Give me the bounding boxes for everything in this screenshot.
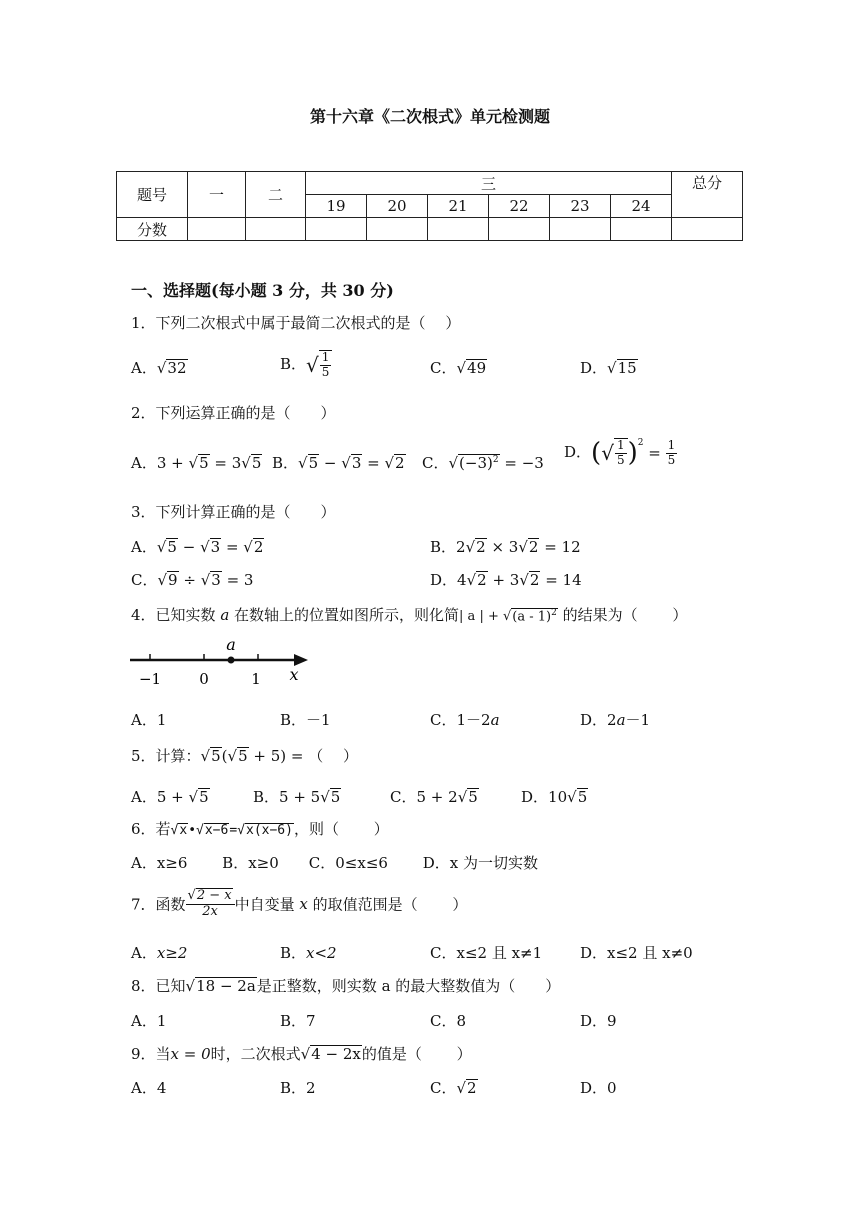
radicand: x(x−6) — [246, 823, 293, 838]
score-table-sub-22: 22 — [489, 195, 550, 218]
question-6-stem: 6．若√x•√x−6=√x(x−6)，则（ ） — [131, 820, 389, 838]
stem-text: 的值是（ ） — [361, 1045, 472, 1063]
tick-label-zero: 0 — [199, 670, 209, 688]
point-a — [228, 657, 235, 664]
stem-text: = （ ） — [286, 747, 358, 765]
question-8-stem: 8．已知√18 − 2a是正整数，则实数 a 的最大整数值为（ ） — [131, 977, 561, 995]
stem-text: 8．已知 — [131, 977, 186, 995]
expr: = 14 — [540, 571, 582, 589]
question-9-option-c[interactable]: C．√2 — [430, 1079, 477, 1097]
fraction-numerator: 1 — [616, 438, 625, 453]
section-heading: 一、选择题(每小题 3 分，共 30 分) — [131, 281, 394, 300]
expr: 4 — [457, 571, 467, 589]
option-label: D． — [430, 571, 458, 589]
radicand: 2 — [528, 538, 539, 556]
radicand: x−6 — [204, 823, 229, 838]
radicand: 5 — [199, 454, 209, 472]
option-text: C．1－2 — [430, 711, 491, 729]
fraction-denominator: 5 — [321, 364, 330, 379]
radicand: 5 — [251, 454, 262, 472]
option-label: B． — [280, 354, 307, 373]
radicand: 32 — [167, 359, 187, 377]
radicand: 5 — [308, 454, 319, 472]
stem-text: 7．函数 — [131, 895, 186, 914]
expr: | a | + — [459, 609, 503, 624]
score-table-sub-24: 24 — [611, 195, 672, 218]
expr: 2 — [456, 538, 466, 556]
variable: a — [616, 711, 626, 729]
expr: + 5) — [248, 747, 287, 765]
question-7-stem: 7．函数 $\frac{√2 - x}{2x}$ 中自变量 x 的取值范围是（ ） — [131, 888, 468, 919]
question-2-option-d[interactable]: D．(√ $\frac{1}{5}$ )$^2$ = $\frac{1}{5}$ — [564, 437, 676, 468]
fraction-numerator: 1 — [321, 350, 330, 364]
stem-text: 中自变量 — [234, 895, 300, 914]
score-table-header-total: 总分 — [672, 172, 743, 218]
score-cell[interactable] — [246, 218, 306, 241]
option-text: x≤2 且 x≠0 — [607, 944, 693, 962]
question-9-option-d[interactable]: D．0 — [580, 1079, 617, 1097]
stem-text: 的结果为（ ） — [557, 606, 688, 624]
question-8-option-a[interactable]: A．1 — [131, 1012, 167, 1030]
option-label: B． — [253, 788, 280, 806]
radicand: 15 — [617, 359, 637, 377]
radicand: 2 — [476, 538, 486, 556]
expr: ( — [221, 747, 228, 765]
option-label: B． — [430, 538, 457, 556]
question-3-stem: 3．下列计算正确的是（ ） — [131, 503, 336, 521]
expr: ÷ — [178, 571, 201, 589]
radicand: 3 — [211, 571, 221, 589]
expr: = 3 — [221, 571, 254, 589]
option-text: x<2 — [306, 944, 337, 962]
question-1-option-d[interactable]: D．√15 — [580, 359, 637, 377]
question-1-option-c[interactable]: C．√49 — [430, 359, 487, 377]
question-9-option-b[interactable]: B．2 — [280, 1079, 316, 1097]
question-8-option-d[interactable]: D．9 — [580, 1012, 617, 1030]
radicand: 5 — [199, 788, 209, 806]
question-1-option-b[interactable]: B．√ $\frac{1}{5}$ — [280, 350, 332, 380]
score-cell[interactable] — [188, 218, 246, 241]
question-7-option-a[interactable] — [131, 942, 187, 963]
radicand: 2 — [529, 571, 540, 589]
score-cell[interactable] — [550, 218, 611, 241]
question-2-option-b[interactable]: B．√5 − √3 = √2 — [272, 454, 405, 472]
option-text: x≥2 — [156, 944, 188, 962]
expr: = −3 — [499, 454, 544, 472]
question-4-option-a[interactable]: A．1 — [131, 711, 167, 729]
condition: x = 0 — [170, 1045, 211, 1063]
option-label: B． — [280, 944, 307, 962]
question-9-option-a[interactable]: A．4 — [131, 1079, 167, 1097]
score-table-header-part2: 二 — [246, 172, 306, 218]
point-a-label: a — [226, 635, 236, 654]
question-3-option-c[interactable]: C．√9 ÷ √3 = 3 — [131, 571, 254, 589]
expr: 5 + — [156, 788, 189, 806]
question-1-option-a[interactable]: A．√32 — [131, 359, 187, 377]
expr: 3 + — [156, 454, 189, 472]
expr: 5 + 5 — [279, 788, 321, 806]
radicand: 5 — [211, 747, 221, 765]
radicand: 5 — [468, 788, 478, 806]
score-table-header-number: 题号 — [117, 172, 188, 218]
question-8-option-b[interactable]: B．7 — [280, 1012, 316, 1030]
expr: = — [221, 538, 244, 556]
stem-text: 5．计算： — [131, 747, 201, 765]
stem-text: 的取值范围是（ ） — [307, 895, 468, 914]
axis-x-label: x — [289, 665, 299, 684]
fraction-denominator: 5 — [616, 453, 625, 467]
expr: • — [188, 823, 197, 838]
question-2-option-a[interactable]: A．3 + √5 = 3√5 — [131, 454, 262, 472]
radicand: 5 — [167, 538, 177, 556]
option-text: x≤2 且 x≠1 — [456, 944, 543, 962]
tick-label-minus-one: −1 — [138, 670, 162, 688]
stem-text: 在数轴上的位置如图所示，则化简 — [229, 606, 460, 624]
option-label: C． — [131, 571, 158, 589]
option-label: D． — [521, 788, 549, 806]
score-cell[interactable] — [306, 218, 367, 241]
score-table-sub-21: 21 — [428, 195, 489, 218]
option-text: D．2 — [580, 711, 617, 729]
expr: = 3 — [209, 454, 242, 472]
score-table-sub-19: 19 — [306, 195, 367, 218]
fraction-numerator: 1 — [667, 437, 676, 452]
question-6-options[interactable]: A．x≥6 B．x≥0 C．0≤x≤6 D．x 为一切实数 — [131, 854, 538, 872]
variable: a — [220, 606, 230, 624]
score-table-header-part3: 三 — [306, 172, 672, 195]
option-label: A． — [131, 944, 157, 962]
radicand: 2 — [395, 454, 405, 472]
expr: × 3 — [486, 538, 519, 556]
question-9-stem: 9．当x = 0时，二次根式√4 − 2x的值是（ ） — [131, 1045, 472, 1063]
option-label: D． — [580, 944, 608, 962]
expr: 10 — [548, 788, 568, 806]
radicand: 2 — [467, 1079, 477, 1097]
expr: − — [177, 538, 201, 556]
option-label: A． — [131, 538, 157, 556]
question-4-stem: 4．已知实数 a 在数轴上的位置如图所示，则化简| a | + √(a - 1)$^2$ 的结果为（ ） — [131, 606, 688, 624]
question-5-option-c[interactable]: C．5 + 2√5 — [390, 788, 478, 806]
stem-text: 是正整数，则实数 a 的最大整数值为（ ） — [256, 977, 561, 995]
radicand: 5 — [238, 747, 248, 765]
question-8-option-c[interactable]: C．8 — [430, 1012, 467, 1030]
expr: − — [319, 454, 342, 472]
expr: = — [229, 823, 238, 838]
radicand: (a - 1) — [512, 609, 552, 624]
option-label: C． — [430, 359, 457, 377]
fraction-denominator: 5 — [667, 452, 676, 467]
question-1-stem: 1．下列二次根式中属于最简二次根式的是（ ） — [131, 314, 461, 332]
question-7-option-b[interactable] — [280, 942, 337, 963]
stem-text: 4．已知实数 — [131, 606, 221, 624]
score-table — [116, 171, 743, 241]
stem-text: 时，二次根式 — [210, 1045, 301, 1063]
question-2-option-c[interactable]: C．$√(-3)^2 = -3$ — [422, 454, 544, 472]
radicand: 5 — [330, 788, 341, 806]
radicand: 9 — [168, 571, 178, 589]
expr: = 12 — [539, 538, 581, 556]
score-cell[interactable] — [489, 218, 550, 241]
option-text: －1 — [625, 711, 651, 729]
radicand: 2 — [253, 538, 264, 556]
option-label: C． — [430, 1079, 457, 1097]
number-line-figure — [128, 634, 318, 690]
option-label: A． — [131, 359, 157, 377]
variable: x — [299, 894, 308, 913]
radicand: x — [179, 823, 188, 838]
score-cell[interactable] — [672, 218, 743, 241]
expr: = — [643, 444, 666, 462]
score-table-row-label: 分数 — [117, 218, 188, 241]
stem-text: 9．当 — [131, 1045, 171, 1063]
option-label: C． — [422, 454, 449, 472]
radicand: 5 — [577, 788, 588, 806]
expr: + 3 — [487, 571, 520, 589]
radicand: 3 — [210, 538, 221, 556]
radicand: (−3) — [459, 454, 493, 472]
question-5-option-a[interactable]: A．5 + √5 — [131, 788, 209, 806]
question-4-option-d[interactable] — [580, 709, 650, 730]
option-label: C． — [430, 944, 457, 962]
question-7-option-d[interactable] — [580, 942, 693, 963]
question-4-option-c[interactable] — [430, 709, 500, 730]
fraction-denominator: 2x — [202, 903, 218, 919]
exponent: 2 — [551, 607, 557, 618]
score-table-header-part1: 一 — [188, 172, 246, 218]
page-title: 第十六章《二次根式》单元检测题 — [309, 107, 550, 126]
option-label: D． — [564, 443, 592, 461]
radicand: 3 — [351, 454, 362, 472]
score-cell[interactable] — [367, 218, 428, 241]
stem-text: 6．若 — [131, 820, 171, 838]
stem-text: ，则（ ） — [293, 820, 389, 838]
score-cell[interactable] — [428, 218, 489, 241]
question-3-option-b[interactable]: B．2√2 × 3√2 = 12 — [430, 538, 581, 556]
exponent: 2 — [492, 455, 499, 465]
question-5-option-b[interactable]: B．5 + 5√5 — [253, 788, 341, 806]
option-label: B． — [272, 454, 299, 472]
score-table-sub-23: 23 — [550, 195, 611, 218]
expr: 5 + 2 — [416, 788, 458, 806]
option-label: C． — [390, 788, 417, 806]
tick-label-one: 1 — [251, 670, 261, 688]
exponent: 2 — [637, 438, 644, 448]
option-label: A． — [131, 454, 157, 472]
expr: = — [362, 454, 385, 472]
variable: a — [490, 711, 500, 729]
question-3-option-d[interactable]: D．4√2 + 3√2 = 14 — [430, 571, 582, 589]
fraction-numerator: 2 − x — [196, 888, 232, 903]
option-label: A． — [131, 788, 157, 806]
radicand: 4 − 2x — [311, 1045, 361, 1063]
question-4-option-b[interactable]: B．－1 — [280, 711, 331, 729]
question-5-option-d[interactable]: D．10√5 — [521, 788, 588, 806]
question-5-stem: 5．计算：√5(√5 + 5) = （ ） — [131, 747, 358, 765]
score-cell[interactable] — [611, 218, 672, 241]
question-2-stem: 2．下列运算正确的是（ ） — [131, 404, 336, 422]
radicand: 2 — [477, 571, 487, 589]
score-table-sub-20: 20 — [367, 195, 428, 218]
question-3-option-a[interactable]: A．√5 − √3 = √2 — [131, 538, 264, 556]
radicand: 49 — [467, 359, 487, 377]
option-label: D． — [580, 359, 608, 377]
radicand: 18 − 2a — [196, 977, 256, 995]
question-7-option-c[interactable] — [430, 942, 542, 963]
